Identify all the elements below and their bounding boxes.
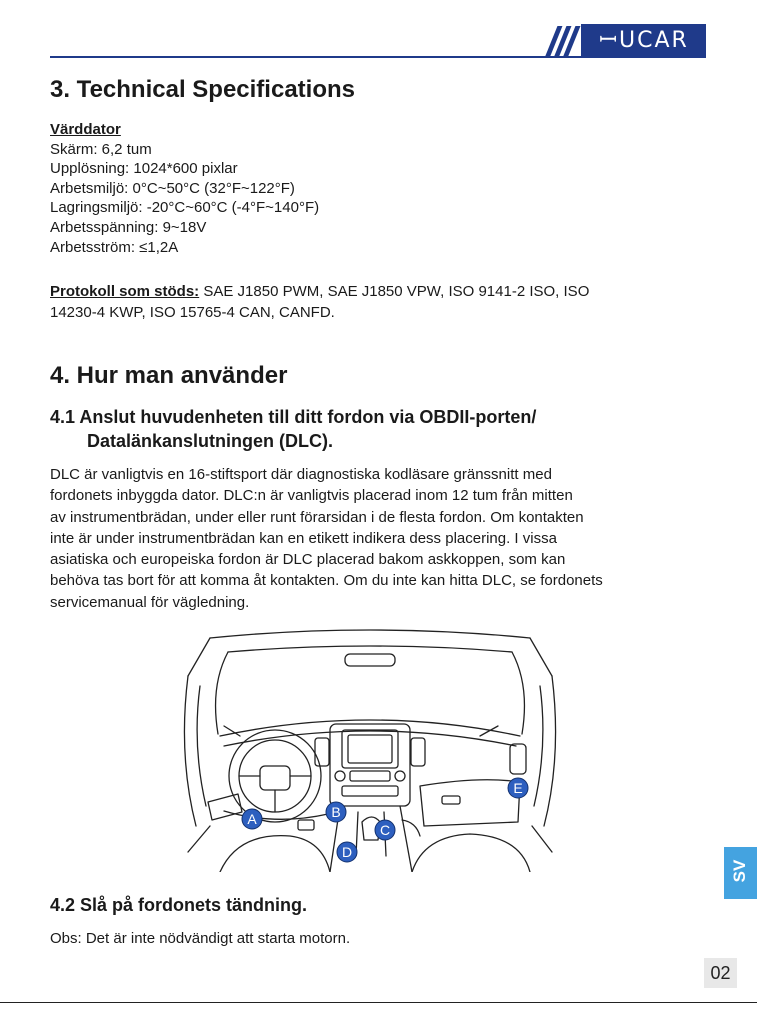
step-4-1-title-line: Datalänkanslutningen (DLC). xyxy=(87,431,334,451)
spec-line: Arbetsspänning: 9~18V xyxy=(50,218,207,236)
step-4-1-title xyxy=(50,407,536,452)
step-4-1-body xyxy=(50,464,715,613)
step-4-2-note: Obs: Det är inte nödvändigt att starta motorn. xyxy=(50,930,351,947)
protocol-text-2: 14230-4 KWP, ISO 15765-4 CAN, CANFD. xyxy=(50,304,335,322)
marker-b-label: B xyxy=(331,804,341,820)
body-line: inte är under instrumentbrädan kan en etikett indikera dess placering. I vissa xyxy=(50,529,557,547)
body-line: servicemanual för vägledning. xyxy=(50,593,250,611)
logo-text: ꟷUCAR xyxy=(599,28,689,53)
spec-line: Upplösning: 1024*600 pixlar xyxy=(50,160,238,178)
dashboard-illustration xyxy=(180,626,560,872)
step-4-1-title-line: 4.1 Anslut huvudenheten till ditt fordon via OBDII-porten/ xyxy=(50,407,537,427)
protocol-label: Protokoll som stöds: xyxy=(50,283,200,300)
header-rule xyxy=(50,56,706,58)
marker-d-label: D xyxy=(341,844,353,860)
body-line: behöva tas bort för att komma åt kontakten. Om du inte kan hitta DLC, se fordonets xyxy=(50,572,603,590)
body-line: fordonets inbyggda dator. DLC:n är vanligtvis placerad inom 12 tum från mitten xyxy=(50,487,573,505)
spec-line: Lagringsmiljö: -20°C~60°C (-4°F~140°F) xyxy=(50,199,320,217)
marker-e-label: E xyxy=(513,780,523,796)
spec-line: Arbetsström: ≤1,2A xyxy=(50,238,179,256)
body-line: av instrumentbrädan, under eller runt förarsidan i de flesta fordon. Om kontakten xyxy=(50,508,584,526)
marker-a-label: A xyxy=(247,811,257,827)
body-line: DLC är vanligtvis en 16-stiftsport där diagnostiska kodläsare gränssnitt med xyxy=(50,466,552,483)
language-tab xyxy=(724,847,757,899)
footer-rule xyxy=(0,1002,757,1003)
protocol-text: SAE J1850 PWM, SAE J1850 VPW, ISO 9141-2 ISO, ISO xyxy=(199,283,590,300)
section-4-title: 4. Hur man använder xyxy=(50,362,288,389)
marker-c-label: C xyxy=(379,822,391,838)
host-specs xyxy=(50,120,319,257)
section-3-title: 3. Technical Specifications xyxy=(50,76,355,103)
spec-line: Skärm: 6,2 tum xyxy=(50,140,152,158)
brand-logo xyxy=(545,24,706,58)
spec-line: Arbetsmiljö: 0°C~50°C (32°F~122°F) xyxy=(50,179,295,197)
step-4-2-title: 4.2 Slå på fordonets tändning. xyxy=(50,895,308,915)
host-label: Värddator xyxy=(50,121,121,138)
page-number: 02 xyxy=(704,958,737,988)
language-tab-label: SV xyxy=(730,859,749,883)
body-line: asiatiska och europeiska fordon är DLC placerad bakom askkoppen, som kan xyxy=(50,551,566,569)
protocol-paragraph xyxy=(50,281,715,324)
